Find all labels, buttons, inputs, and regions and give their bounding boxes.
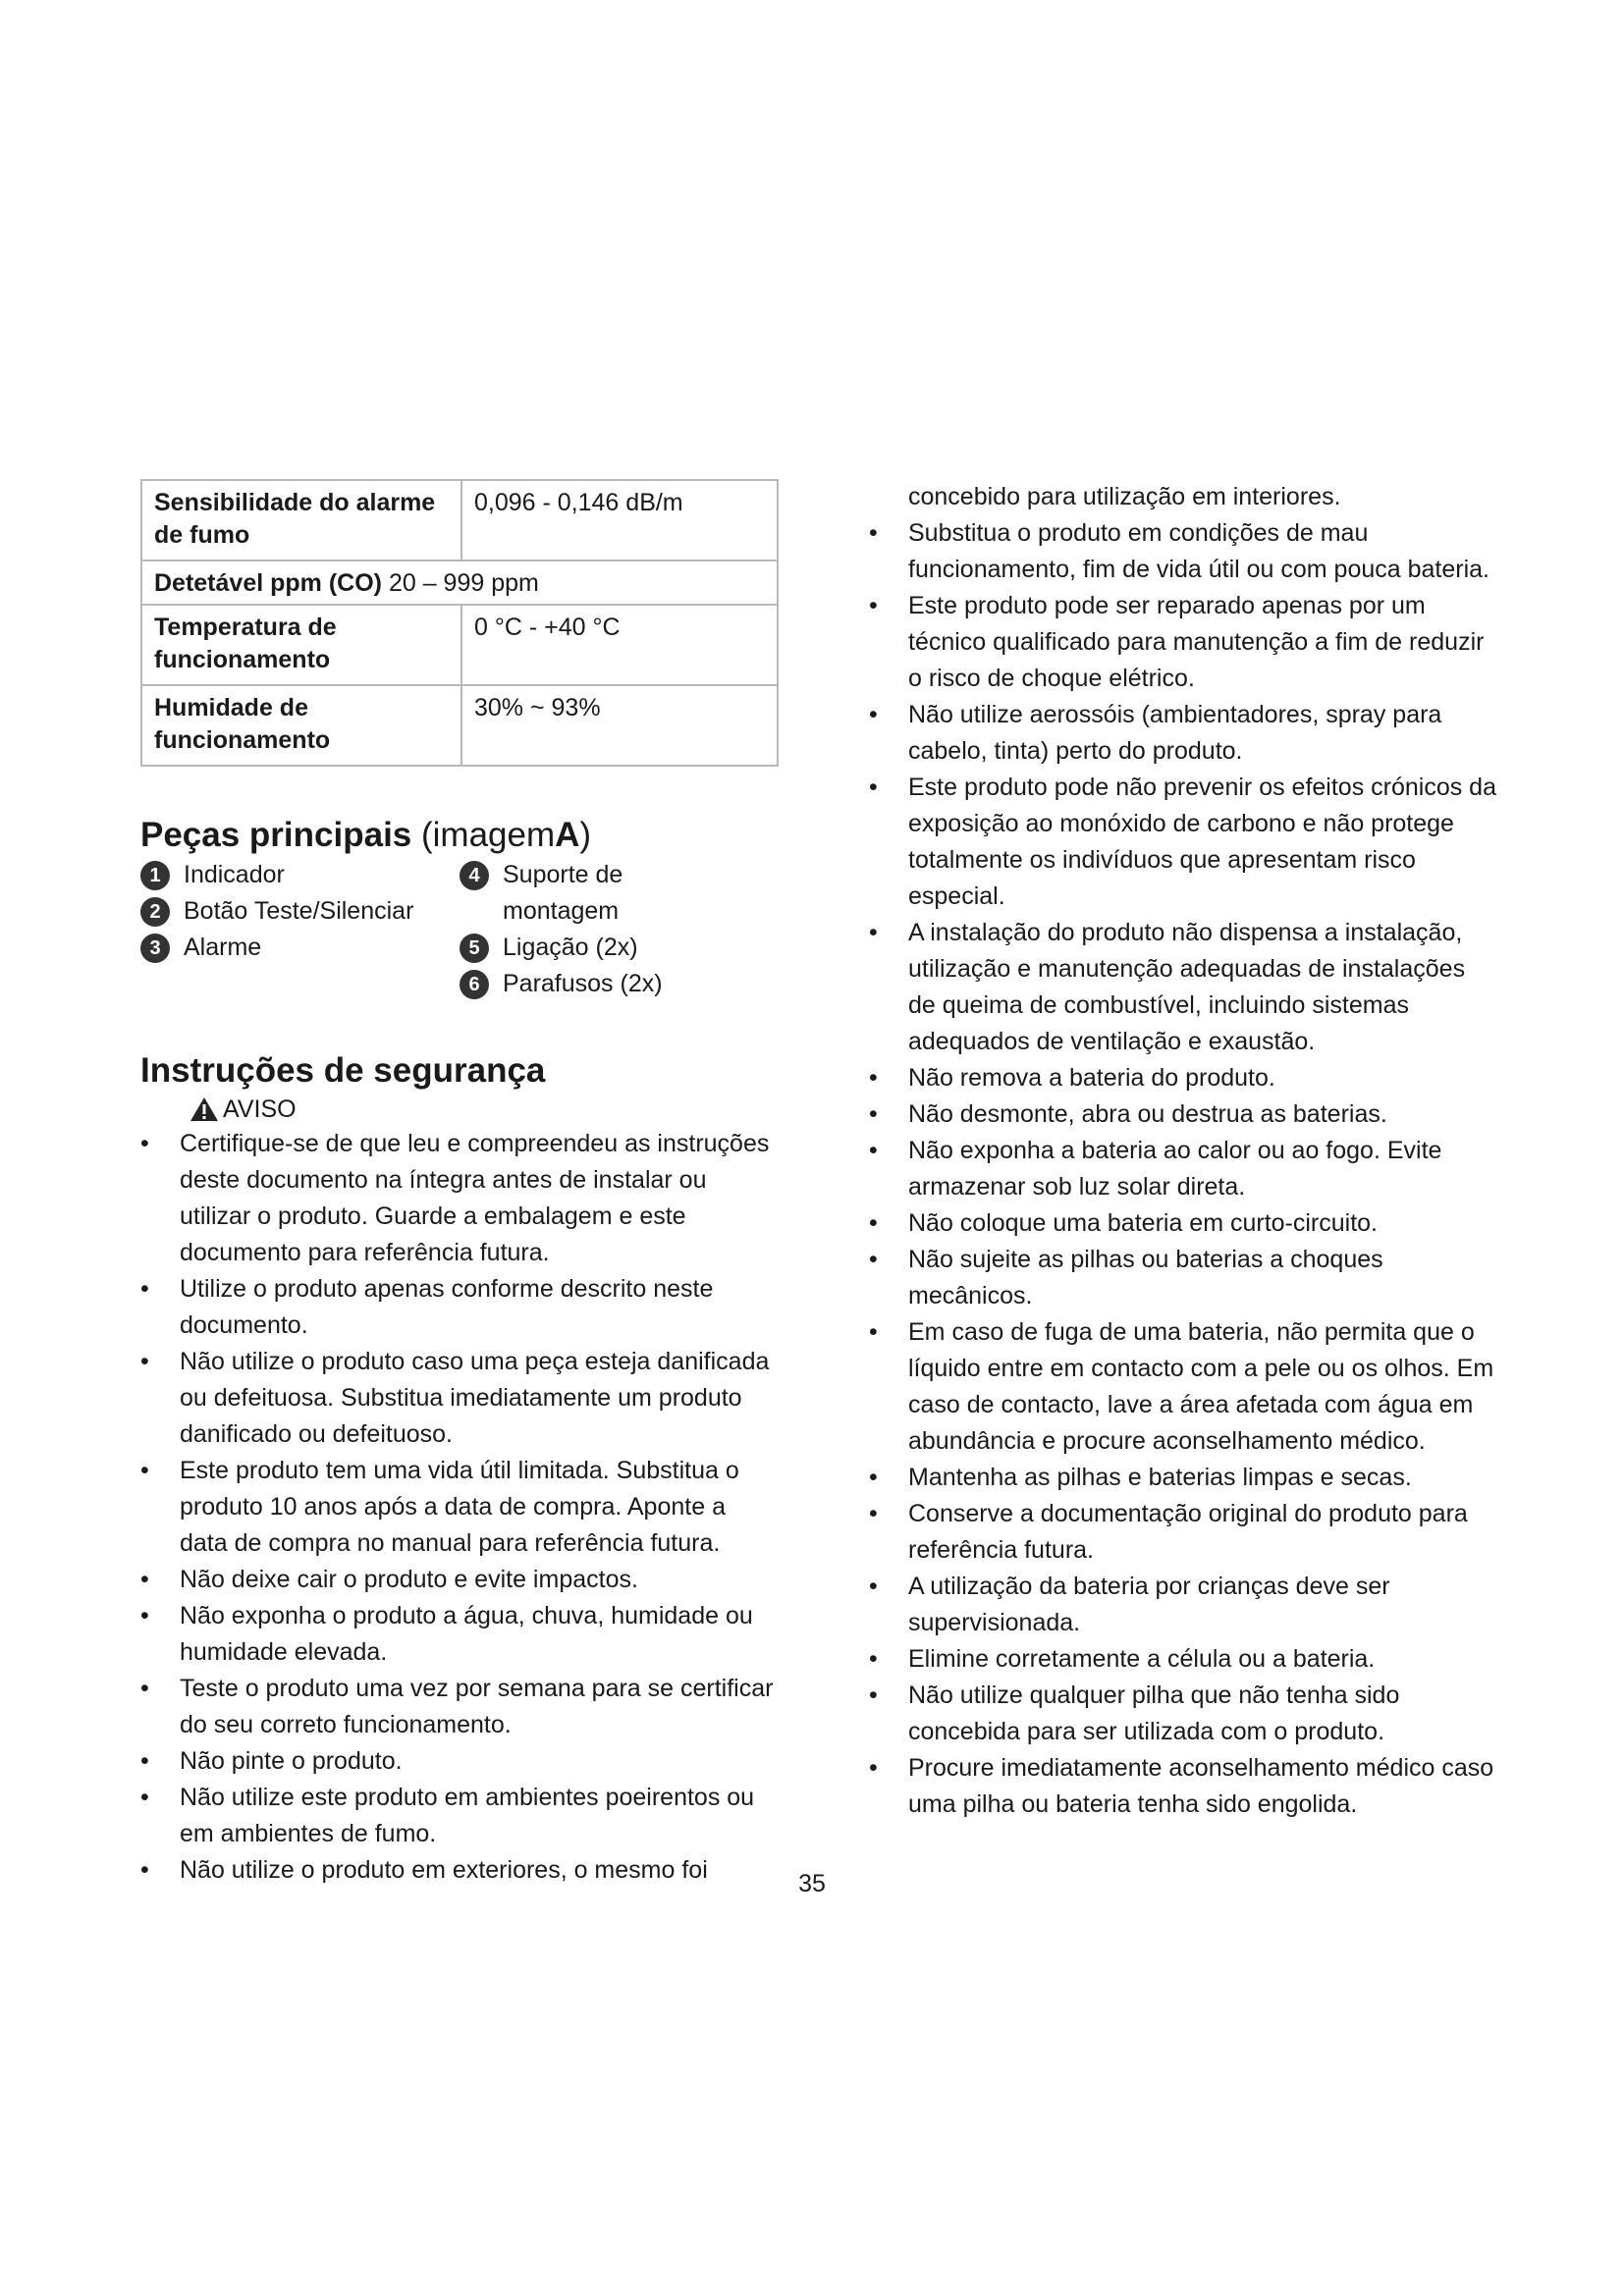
number-circle-icon: 3 [140, 934, 170, 963]
part-label: Ligação (2x) [503, 934, 638, 961]
warning-line [189, 1093, 779, 1126]
number-circle-icon: 5 [460, 934, 489, 963]
list-item: • Não desmonte, abra ou destrua as baterias. [869, 1096, 1497, 1133]
part-item [140, 930, 460, 966]
spec-row [141, 605, 778, 685]
parts-heading-ref: A [555, 816, 580, 854]
part-label: Alarme [184, 934, 262, 961]
list-item: • A instalação do produto não dispensa a instalação, utilização e manutenção adequadas de instalações de queima de combustível, incluindo sistemas adequados de ventilação e exaustão. [869, 915, 1497, 1060]
list-item: • Não exponha o produto a água, chuva, humidade ou humidade elevada. [140, 1598, 779, 1671]
spec-merged-cell [141, 561, 778, 605]
spec-key: Temperatura de funcionamento [141, 605, 461, 685]
list-item: • Este produto pode ser reparado apenas por um técnico qualificado para manutenção a fim de reduzir o risco de choque elétrico. [869, 588, 1497, 697]
list-item: • Procure imediatamente aconselhamento médico caso uma pilha ou bateria tenha sido engolida. [869, 1750, 1497, 1823]
list-item: • Não remova a bateria do produto. [869, 1060, 1497, 1096]
spec-row [141, 685, 778, 766]
parts-heading-bold: Peças principais [140, 816, 412, 854]
spec-key: Sensibilidade do alarme de fumo [141, 480, 461, 561]
parts-list [140, 857, 779, 1002]
number-circle-icon: 2 [140, 897, 170, 927]
list-item: • Não utilize qualquer pilha que não tenha sido concebida para ser utilizada com o produto. [869, 1678, 1497, 1750]
specifications-table [140, 479, 779, 767]
list-item: • Não pinte o produto. [140, 1743, 779, 1780]
safety-list-right [869, 479, 1497, 1823]
list-item: • Utilize o produto apenas conforme descrito neste documento. [140, 1271, 779, 1344]
spec-value: 30% ~ 93% [461, 685, 778, 766]
list-item: • Teste o produto uma vez por semana para se certificar do seu correto funcionamento. [140, 1671, 779, 1743]
part-item [140, 893, 460, 930]
parts-heading [140, 816, 779, 855]
spec-value: 0,096 - 0,146 dB/m [461, 480, 778, 561]
part-item [460, 857, 779, 930]
list-item: • Não sujeite as pilhas ou baterias a choques mecânicos. [869, 1242, 1497, 1314]
list-item: • Não utilize o produto caso uma peça esteja danificada ou defeituosa. Substitua imediatamente um produto danificado ou defeituoso. [140, 1344, 779, 1453]
part-label: Parafusos (2x) [503, 970, 663, 997]
safety-heading: Instruções de segurança [140, 1051, 546, 1090]
list-item: • Não utilize o produto em exteriores, o mesmo foi [140, 1852, 779, 1889]
list-item: • Não deixe cair o produto e evite impactos. [140, 1562, 779, 1598]
list-item: • Em caso de fuga de uma bateria, não permita que o líquido entre em contacto com a pele ou os olhos. Em caso de contacto, lave a área afetada com água em abundância e procure aconselhamento médico. [869, 1314, 1497, 1460]
spec-row [141, 480, 778, 561]
list-item: • Não exponha a bateria ao calor ou ao fogo. Evite armazenar sob luz solar direta. [869, 1133, 1497, 1205]
list-item: • A utilização da bateria por crianças deve ser supervisionada. [869, 1569, 1497, 1641]
list-item: • Não utilize aerossóis (ambientadores, spray para cabelo, tinta) perto do produto. [869, 697, 1497, 770]
parts-list-left [140, 857, 460, 1002]
part-item [460, 966, 779, 1002]
safety-list-left [140, 1126, 779, 1889]
spec-row [141, 561, 778, 605]
list-item: • Não coloque uma bateria em curto-circuito. [869, 1205, 1497, 1242]
list-item: • Elimine corretamente a célula ou a bateria. [869, 1641, 1497, 1678]
part-label: Suporte de montagem [503, 861, 623, 925]
list-item: • Substitua o produto em condições de mau funcionamento, fim de vida útil ou com pouca bateria. [869, 515, 1497, 588]
part-item [460, 930, 779, 966]
list-item: • Este produto pode não prevenir os efeitos crónicos da exposição ao monóxido de carbono e não protege totalmente os indivíduos que apresentam risco especial. [869, 770, 1497, 915]
number-circle-icon: 4 [460, 861, 489, 890]
list-item: • Este produto tem uma vida útil limitada. Substitua o produto 10 anos após a data de compra. Aponte a data de compra no manual para referência futura. [140, 1453, 779, 1562]
spec-key: Humidade de funcionamento [141, 685, 461, 766]
page-number: 35 [798, 1870, 826, 1897]
part-label: Indicador [184, 861, 285, 888]
list-item: • Não utilize este produto em ambientes poeirentos ou em ambientes de fumo. [140, 1780, 779, 1852]
spec-value: 0 °C - +40 °C [461, 605, 778, 685]
number-circle-icon: 1 [140, 861, 170, 890]
list-item: • Conserve a documentação original do produto para referência futura. [869, 1496, 1497, 1569]
spec-key: Detetável ppm (CO) [154, 569, 382, 597]
right-column [869, 479, 1497, 1823]
parts-heading-close: ) [579, 816, 592, 854]
list-item: • Certifique-se de que leu e compreendeu as instruções deste documento na íntegra antes de instalar ou utilizar o produto. Guarde a embalagem e este documento para referência futura. [140, 1126, 779, 1271]
warning-triangle-icon [189, 1095, 219, 1123]
left-column [140, 479, 779, 1889]
warning-label: AVISO [223, 1095, 297, 1123]
spec-value: 20 – 999 ppm [388, 569, 539, 597]
parts-heading-light: (imagem [421, 816, 556, 854]
part-item [140, 857, 460, 893]
list-item-continuation: concebido para utilização em interiores. [908, 483, 1341, 510]
list-item: • Mantenha as pilhas e baterias limpas e secas. [869, 1460, 1497, 1496]
number-circle-icon: 6 [460, 970, 489, 999]
parts-list-right [460, 857, 779, 1002]
part-label: Botão Teste/Silenciar [184, 897, 414, 925]
